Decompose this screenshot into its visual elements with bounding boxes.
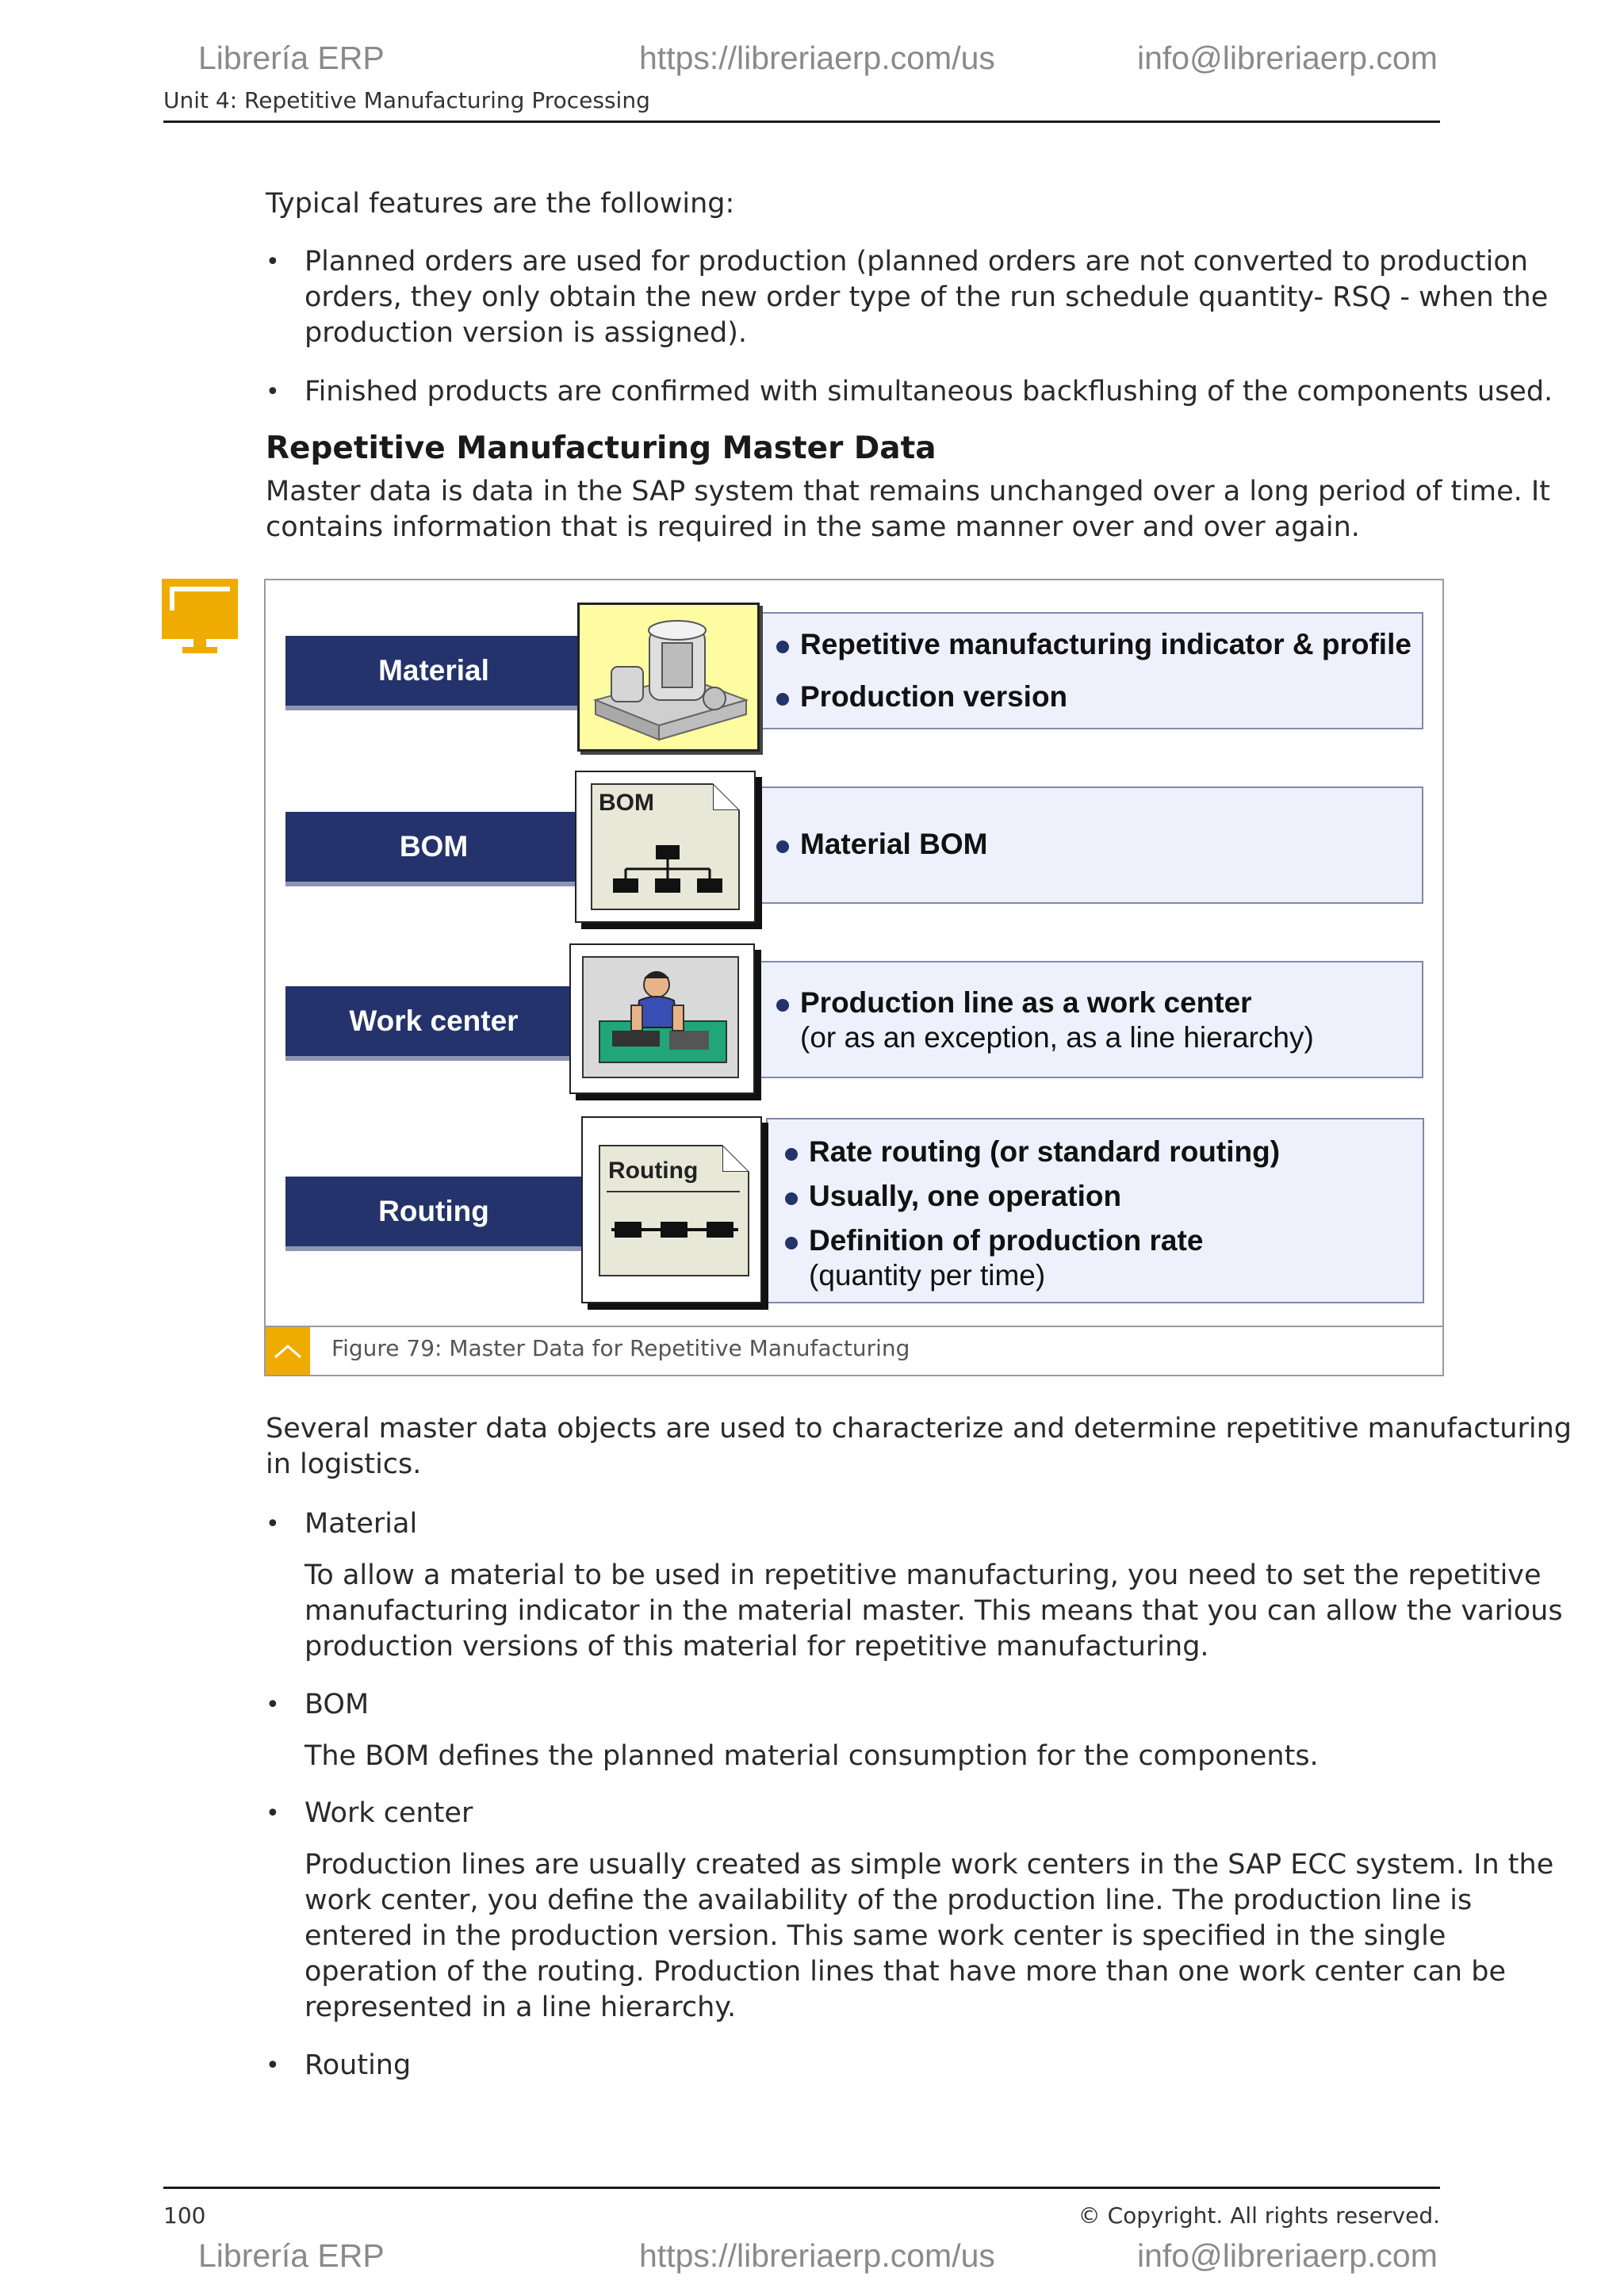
bom-document-icon	[575, 771, 756, 923]
collapse-caption-button[interactable]	[266, 1327, 310, 1375]
footer-rule	[163, 2187, 1440, 2189]
desc-line: entered in the production version. This same work center is specified in the single	[304, 1920, 1446, 1952]
info-material-item-2: Production version	[800, 680, 1068, 713]
bullet-dot	[785, 1237, 798, 1249]
bom-icon-title: BOM	[599, 790, 654, 816]
list-item-title: Material	[304, 1508, 418, 1540]
intro-bullet-2	[266, 374, 1553, 410]
list-item-work-center-desc	[304, 1847, 1553, 2026]
info-box-routing	[766, 1118, 1424, 1303]
after-paragraph	[266, 1411, 1572, 1483]
info-routing-item-2: Usually, one operation	[809, 1180, 1122, 1212]
info-routing-note: (quantity per time)	[809, 1259, 1046, 1292]
intro-bullet-2-line-1: Finished products are confirmed with simultaneous backflushing of the components used.	[304, 376, 1553, 408]
section-paragraph-line-2: contains information that is required in the same manner over and over again.	[266, 511, 1360, 543]
desc-line: The BOM defines the planned material consumption for the components.	[304, 1740, 1319, 1772]
material-icon	[577, 603, 760, 752]
desc-line: production versions of this material for repetitive manufacturing.	[304, 1631, 1209, 1663]
info-box-material	[757, 612, 1423, 729]
bullet-dot: •	[266, 378, 280, 406]
bullet-dot	[785, 1192, 798, 1205]
info-routing-item-3: Definition of production rate	[809, 1224, 1204, 1257]
bullet-dot	[776, 693, 789, 706]
intro-bullet-1	[266, 244, 1549, 351]
desc-line: To allow a material to be used in repetitive manufacturing, you need to set the repetitive	[304, 1559, 1542, 1591]
info-box-work-center	[757, 961, 1423, 1078]
desc-line: operation of the routing. Production lines that have more than one work center can be	[304, 1956, 1506, 1988]
after-paragraph-line-2: in logistics.	[266, 1448, 422, 1480]
intro-lead: Typical features are the following:	[266, 188, 735, 220]
watermark-email-bottom[interactable]: info@libreriaerp.com	[1137, 2237, 1438, 2274]
desc-line: work center, you define the availability of the production line. The production line is	[304, 1885, 1473, 1916]
figure-caption: Figure 79: Master Data for Repetitive Manufacturing	[331, 1335, 910, 1361]
list-item-title: Routing	[304, 2049, 412, 2081]
bullet-dot	[776, 840, 789, 853]
label-bom: BOM	[285, 812, 582, 882]
work-center-icon	[569, 943, 755, 1094]
list-item-title: BOM	[304, 1689, 370, 1720]
bullet-dot: •	[266, 248, 280, 276]
presentation-icon	[162, 579, 238, 655]
bullet-dot: •	[266, 2052, 280, 2080]
intro-bullet-1-line-2: orders, they only obtain the new order type of the run schedule quantity- RSQ - when the	[304, 281, 1549, 313]
list-item-work-center	[266, 1796, 1478, 1831]
watermark-email-top[interactable]: info@libreriaerp.com	[1137, 40, 1438, 76]
chevron-up-icon	[266, 1327, 310, 1375]
bullet-dot	[785, 1148, 798, 1161]
info-work-center-note: (or as an exception, as a line hierarchy)	[800, 1021, 1314, 1054]
info-material-item-1: Repetitive manufacturing indicator & profile	[800, 628, 1411, 660]
section-paragraph-line-1: Master data is data in the SAP system that remains unchanged over a long period of time. It	[266, 476, 1550, 507]
info-box-bom	[757, 786, 1423, 904]
copyright: © Copyright. All rights reserved.	[1078, 2202, 1440, 2229]
label-routing: Routing	[285, 1177, 582, 1246]
desc-line: manufacturing indicator in the material master. This means that you can allow the various	[304, 1595, 1563, 1627]
bullet-dot: •	[266, 1800, 280, 1827]
desc-line: represented in a line hierarchy.	[304, 1992, 737, 2023]
watermark-url-top[interactable]: https://libreriaerp.com/us	[639, 40, 995, 76]
list-item-bom-desc	[304, 1739, 1319, 1774]
list-item-material-desc	[304, 1558, 1563, 1665]
bullet-dot: •	[266, 1510, 280, 1538]
info-routing-item-1: Rate routing (or standard routing)	[809, 1135, 1281, 1168]
list-item-material	[266, 1506, 1478, 1542]
info-bom-item-1: Material BOM	[800, 828, 988, 860]
bullet-dot	[776, 999, 789, 1012]
info-work-center-item-1: Production line as a work center	[800, 986, 1252, 1019]
intro-bullet-1-line-1: Planned orders are used for production (planned orders are not converted to production	[304, 246, 1528, 277]
watermark-brand-top: Librería ERP	[198, 40, 385, 76]
routing-icon-title: Routing	[608, 1158, 699, 1184]
unit-title: Unit 4: Repetitive Manufacturing Processing	[163, 87, 650, 113]
bullet-dot	[776, 641, 789, 653]
watermark-brand-bottom: Librería ERP	[198, 2237, 385, 2274]
list-item-routing	[266, 2048, 1478, 2084]
list-item-title: Work center	[304, 1797, 473, 1829]
label-work-center: Work center	[285, 986, 582, 1056]
after-paragraph-line-1: Several master data objects are used to characterize and determine repetitive manufacturing	[266, 1413, 1572, 1445]
list-item-bom	[266, 1687, 1478, 1723]
bullet-dot: •	[266, 1691, 280, 1719]
section-paragraph	[266, 474, 1550, 545]
desc-line: Production lines are usually created as simple work centers in the SAP ECC system. In the	[304, 1849, 1554, 1881]
watermark-url-bottom[interactable]: https://libreriaerp.com/us	[639, 2237, 995, 2274]
routing-document-icon	[581, 1116, 762, 1303]
section-heading: Repetitive Manufacturing Master Data	[266, 430, 936, 466]
label-material: Material	[285, 636, 582, 706]
page-number: 100	[163, 2202, 206, 2229]
intro-bullet-1-line-3: production version is assigned).	[304, 317, 748, 349]
header-rule	[163, 121, 1440, 123]
